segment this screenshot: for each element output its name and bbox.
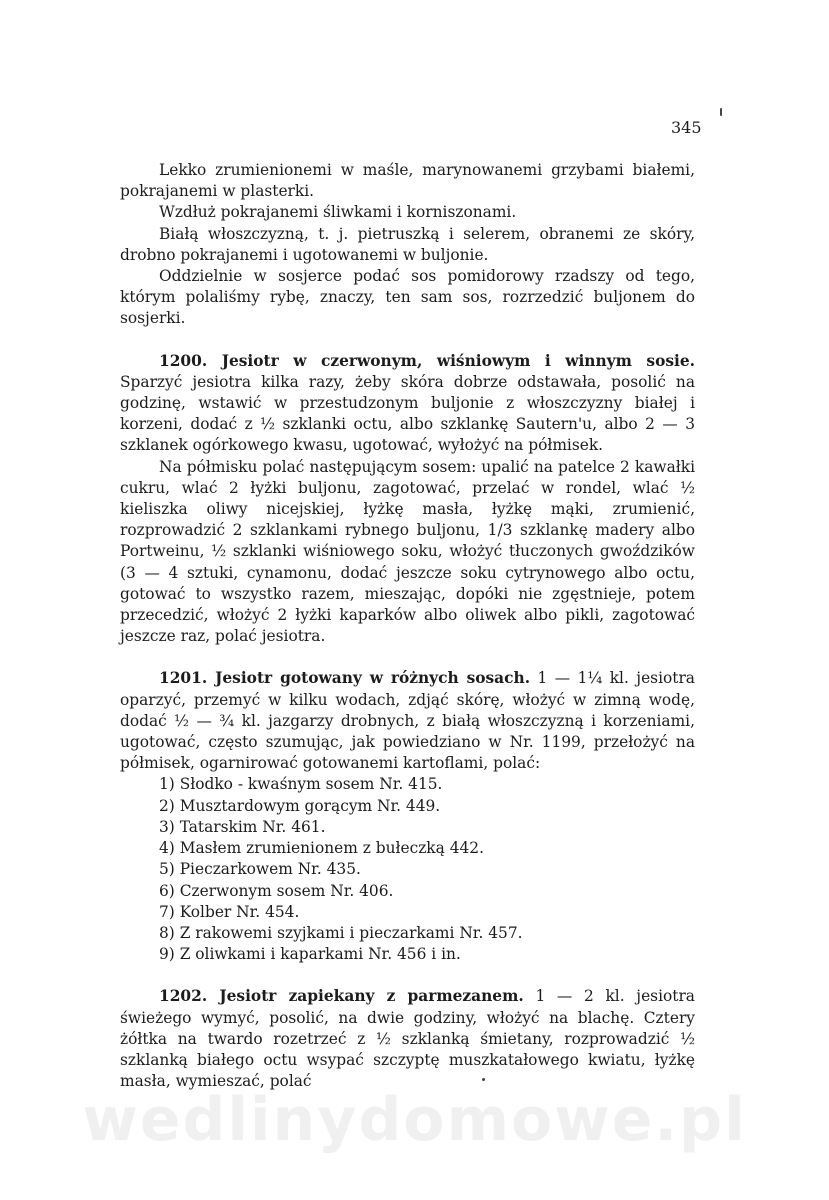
list-item: 1) Słodko - kwaśnym sosem Nr. 415. xyxy=(159,775,443,794)
recipe-text: Sparzyć jesiotra kilka razy, żeby skóra dobrze odstawała, posolić na godzinę, wstawić w przestudzonym buljonie z włoszczyzny białej i korzeni, dodać z ½ szklanki octu, albo szklankę Sautern'u, albo 2 — 3 szklanek ogórkowego kwasu, ugotować, wyłożyć na półmisek. xyxy=(120,372,695,455)
recipe-text: 1 — 1¼ kl. jesiotra oparzyć, przemyć w kilku wodach, zdjąć skórę, włożyć w zimną wodę, dodać ½ — ¾ kl. jazgarzy drobnych, z białą włoszczyzną i korzeniami, ugotować, często szumując, jak powiedziano w Nr. 1199, przełożyć na półmisek, ogarnirować gotowanemi kartoflami, polać: xyxy=(120,669,695,773)
list-item: 5) Pieczarkowem Nr. 435. xyxy=(159,860,361,879)
recipe-text: 1 — 2 kl. jesiotra świeżego wymyć, posolić, na dwie godziny, włożyć na blachę. Cztery żółtka na twardo rozetrzeć z ½ szklanką śmietany, rozprowadzić ½ szklanką białego octu wsypać szczyptę muszkatałowego kwiatu, łyżkę masła, wymieszać, polać xyxy=(120,987,695,1091)
page-number: 345 xyxy=(671,118,702,137)
recipe-1201 xyxy=(120,668,695,774)
recipe-1200 xyxy=(120,351,695,457)
intro-paragraph: Oddzielnie w sosjerce podać sos pomidorowy rzadszy od tego, którym polaliśmy rybę, znaczy, ten sam sos, rozrzedzić buljonem do sosjerki. xyxy=(120,267,695,328)
intro-paragraph: Lekko zrumienionemi w maśle, marynowanemi grzybami białemi, pokrajanemi w plasterki. xyxy=(120,161,695,201)
list-item: 9) Z oliwkami i kaparkami Nr. 456 i in. xyxy=(159,945,461,964)
recipe-title: 1200. Jesiotr w czerwonym, wiśniowym i winnym sosie. xyxy=(159,351,695,370)
ink-speck xyxy=(720,108,722,116)
recipe-title: 1202. Jesiotr zapiekany z parmezanem. xyxy=(159,987,524,1006)
intro-paragraph: Wzdłuż pokrajanemi śliwkami i korniszonami. xyxy=(159,203,517,222)
list-item: 7) Kolber Nr. 454. xyxy=(159,902,300,921)
list-item: 6) Czerwonym sosem Nr. 406. xyxy=(159,881,394,900)
list-item: 4) Masłem zrumienionem z bułeczką 442. xyxy=(159,839,484,858)
sauce-variants-list xyxy=(120,774,695,965)
list-item: 3) Tatarskim Nr. 461. xyxy=(159,817,326,836)
intro-paragraph: Białą włoszczyzną, t. j. pietruszką i selerem, obranemi ze skóry, drobno pokrajanemi i ugotowanemi w buljonie. xyxy=(120,224,695,264)
recipe-1202 xyxy=(120,986,695,1092)
ink-speck xyxy=(482,1078,485,1081)
recipe-title: 1201. Jesiotr gotowany w różnych sosach. xyxy=(159,669,531,688)
list-item: 2) Musztardowym gorącym Nr. 449. xyxy=(159,796,441,815)
watermark: wedlinydomowe.pl xyxy=(82,1085,747,1155)
recipe-paragraph: Na półmisku polać następującym sosem: upalić na patelce 2 kawałki cukru, wlać 2 łyżki buljonu, zagotować, przelać w rondel, wlać ½ kieliszka oliwy nicejskiej, łyżkę masła, łyżkę mąki, zrumienić, rozprowadzić 2 szklankami rybnego buljonu, 1/3 szklankę madery albo Portweinu, ½ szklanki wiśniowego soku, włożyć tłuczonych gwoździków (3 — 4 sztuki, cynamonu, dodać jeszcze soku cytrynowego albo octu, gotować to wszystko razem, mieszając, dopóki nie zgęstnieje, potem przecedzić, włożyć 2 łyżki kaparków albo oliwek albo pikli, zagotować jeszcze raz, polać jesiotra. xyxy=(120,457,695,646)
page-text xyxy=(120,160,695,1092)
list-item: 8) Z rakowemi szyjkami i pieczarkami Nr. 457. xyxy=(159,923,523,942)
